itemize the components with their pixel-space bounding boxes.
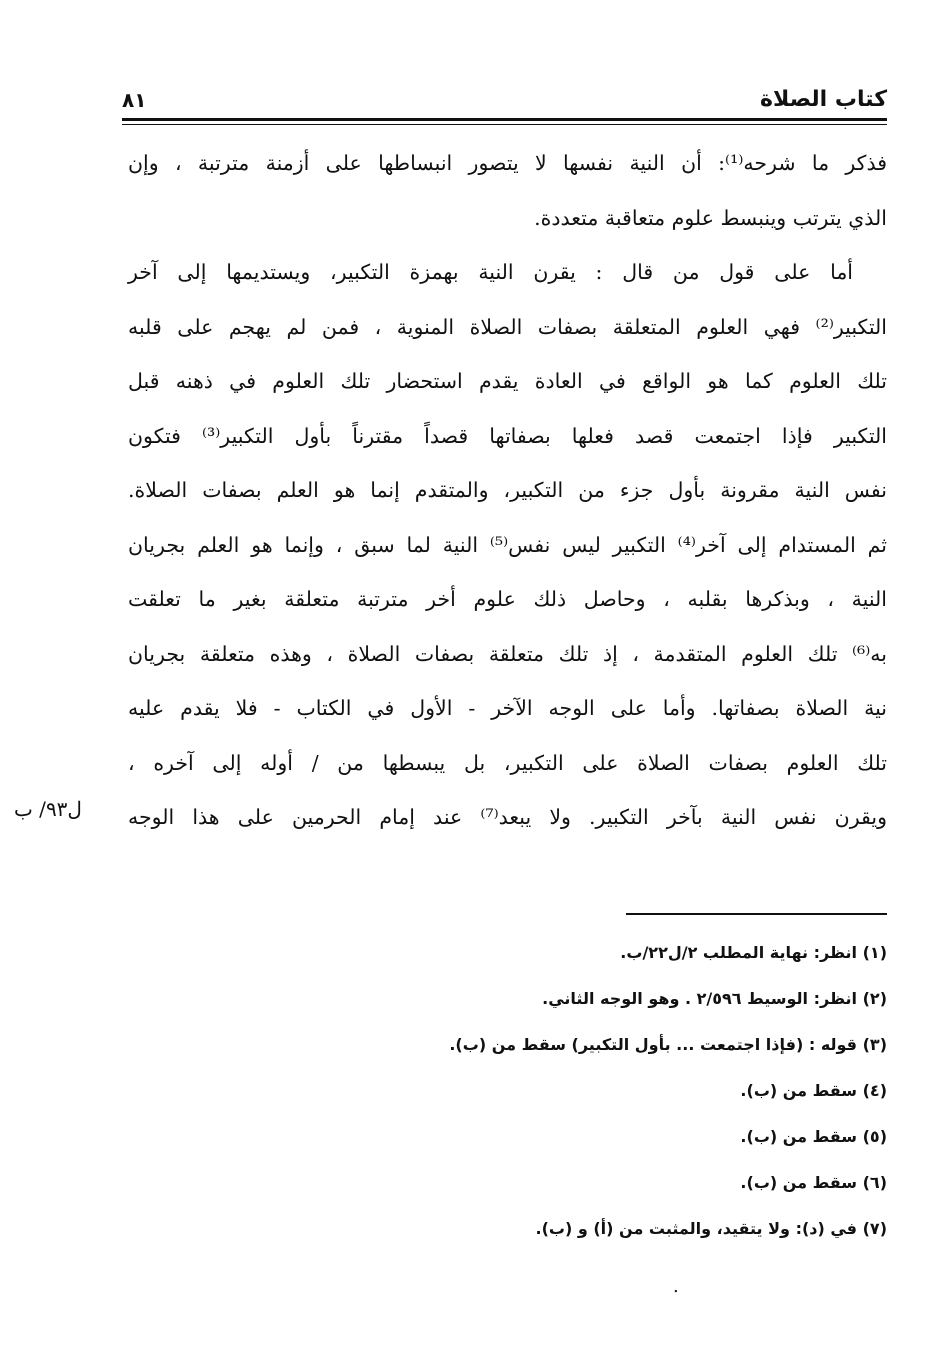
text-line: الذي يترتب وينبسط علوم متعاقبة متعددة. [534,205,887,230]
footnote: (٣) قوله : (فإذا اجتمعت ... بأول التكبير) سقط من (ب). [449,1035,887,1054]
main-text [128,136,887,845]
footnote: (٤) سقط من (ب). [740,1081,887,1100]
footnote: (٥) سقط من (ب). [740,1127,887,1146]
text-line: تلك العلوم بصفات الصلاة على التكبير، بل يبسطها من / أوله إلى آخره ، [128,750,887,775]
chapter-title: كتاب الصلاة [760,87,887,112]
text-line: فذكر ما شرحه⁽¹⁾: أن النية نفسها لا يتصور انبساطها على أزمنة مترتبة ، وإن [128,151,888,175]
text-line: نية الصلاة بصفاتها. وأما على الوجه الآخر - الأول في الكتاب - فلا يقدم عليه [128,696,887,720]
footnote-separator [626,913,887,915]
text-line: ثم المستدام إلى آخر⁽⁴⁾ التكبير ليس نفس⁽⁵⁾ النية لما سبق ، وإنما هو العلم بجريان [128,532,887,557]
running-header [122,84,887,120]
footnote: (١) انظر: نهاية المطلب ٢/ل٢٢/ب. [620,943,887,962]
text-line: تلك العلوم كما هو الواقع في العادة يقدم استحضار تلك العلوم في ذهنه قبل [128,369,887,393]
text-line: نفس النية مقرونة بأول جزء من التكبير، والمتقدم إنما هو العلم بصفات الصلاة. [128,478,887,502]
text-line: أما على قول من قال : يقرن النية بهمزة التكبير، ويستديمها إلى آخر [128,260,853,284]
footnote: (٦) سقط من (ب). [740,1173,887,1192]
text-line: به⁽⁶⁾ تلك العلوم المتقدمة ، إذ تلك متعلقة بصفات الصلاة ، وهذه متعلقة بجريان [128,641,887,666]
footnotes [128,930,887,1252]
header-rule-thick [122,118,887,121]
manuscript-folio-note: ل٩٣/ ب [14,797,82,821]
footnote: (٧) في (د): ولا يتقيد، والمثبت من (أ) و (ب). [535,1219,887,1238]
text-line: التكبير⁽²⁾ فهي العلوم المتعلقة بصفات الصلاة المنوية ، فمن لم يهجم على قلبه [128,314,887,339]
text-line: النية ، وبذكرها بقلبه ، وحاصل ذلك علوم أخر مترتبة متعلقة بغير ما تعلقت [128,587,887,611]
text-line: ويقرن نفس النية بآخر التكبير. ولا يبعد⁽⁷⁾ عند إمام الحرمين على هذا الوجه [128,805,887,829]
header-rule-thin [122,124,887,125]
text-line: التكبير فإذا اجتمعت قصد فعلها بصفاتها قصداً مقترناً بأول التكبير⁽³⁾ فتكون [128,423,887,448]
footnote: (٢) انظر: الوسيط ٢/٥٩٦ . وهو الوجه الثاني. [542,989,887,1008]
bottom-mark: . [673,1276,679,1297]
page-number: ٨١ [122,88,147,112]
